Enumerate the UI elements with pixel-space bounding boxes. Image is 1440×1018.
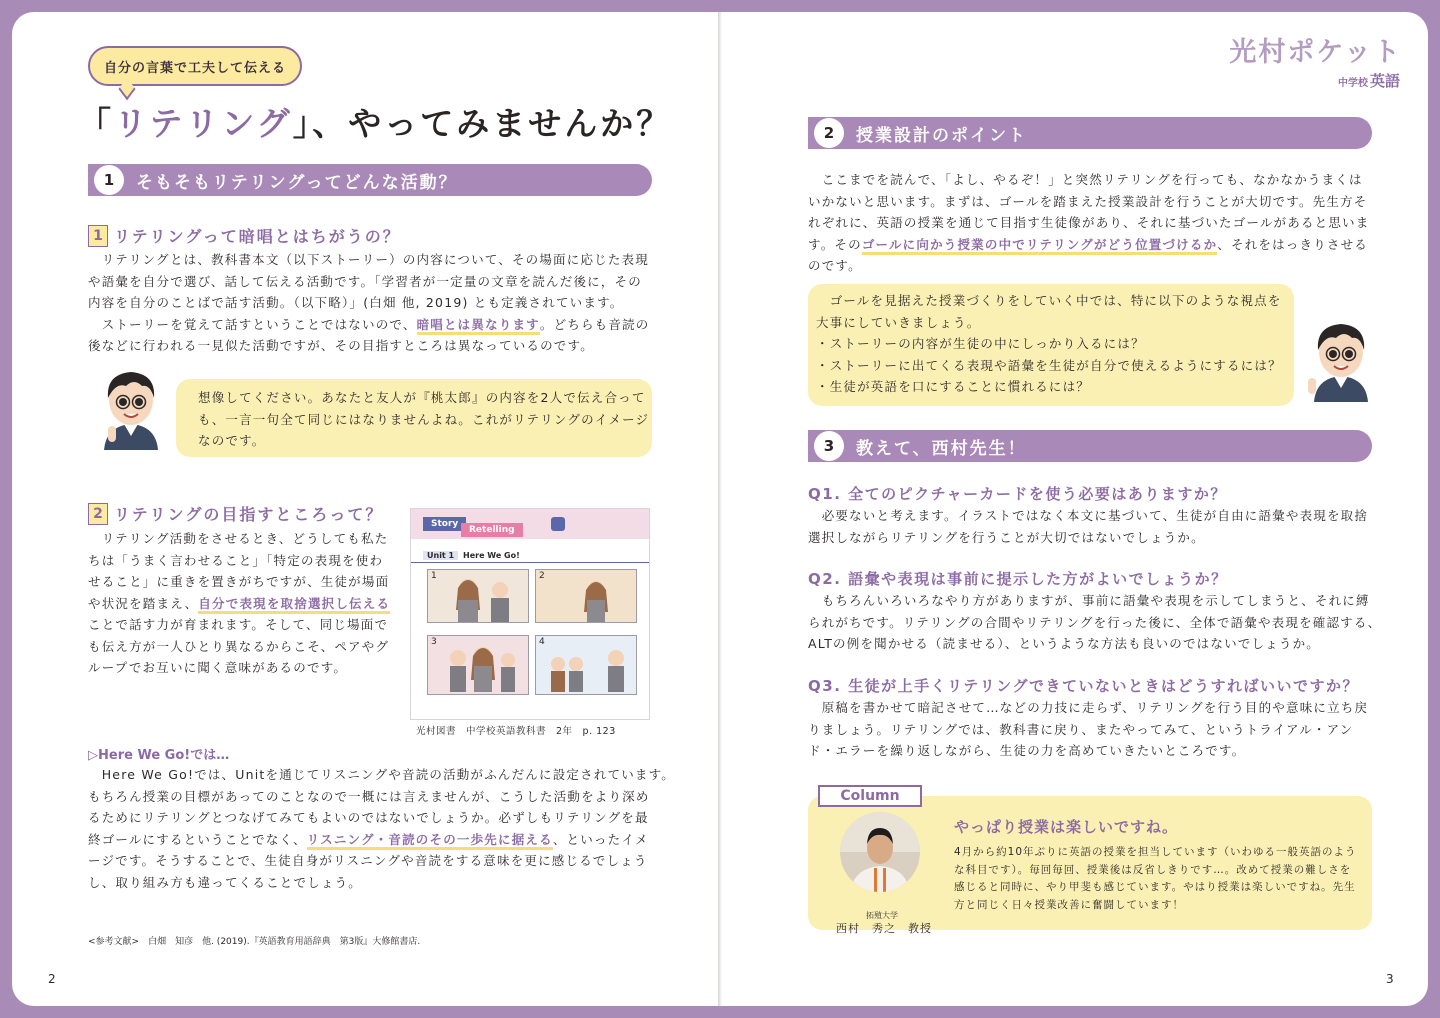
answer-1 — [808, 505, 1368, 548]
column-title: やっぱり授業は楽しいですね。 — [954, 818, 1179, 836]
right-page — [722, 12, 1428, 1006]
teacher-avatar-icon — [1306, 316, 1376, 402]
question-1: Q1. 全てのピクチャーカードを使う必要はありますか？ — [808, 485, 1227, 503]
text-line: 感じると同時に、やり甲斐も感じています。やはり授業は楽しいですね。先生 — [954, 881, 1356, 893]
highlight-text: リスニング・音読のその一歩先に据える — [307, 832, 553, 850]
text-line: ループでお互いに聞く意味があるのです。 — [88, 660, 348, 675]
text-line: もちろん授業の目標があってのことなので一概には言えませんが、こうした活動をより深め — [88, 788, 650, 804]
text-line: 原稿を書かせて暗記させて…などの力技に走らず、リテリングを行う目的や意味に立ち戻 — [808, 700, 1369, 715]
section-number: 2 — [814, 118, 844, 148]
text-line: Here We Go!では、Unitを通じてリスニングや音読の活動がふんだんに設定されています。 — [88, 767, 676, 782]
page-number: 2 — [48, 972, 56, 986]
paragraph-sub2 — [88, 528, 390, 679]
subheading-label: リテリングって暗唱とはちがうの？ — [114, 227, 401, 246]
text-line: す。そのゴールに向かう授業の中でリテリングがどう位置づけるか、それをはっきりさせる — [808, 234, 1369, 256]
section-heading-3 — [808, 430, 1372, 462]
text-line: 終ゴールにするということでなく、リスニング・音読のその一歩先に据える、といったイメ — [88, 829, 675, 851]
text-line: りましょう。リテリングでは、教科書に戻り、またやってみて、というトライアル・アン — [808, 721, 1354, 737]
answer-2 — [808, 590, 1381, 655]
text-line: ・ストーリーに出てくる表現や語彙を生徒が自分で使えるようにするには？ — [816, 357, 1282, 373]
picture-panel-2: 2 — [535, 569, 637, 623]
section-heading-2 — [808, 117, 1372, 149]
text-line: 想像してください。あなたと友人が『桃太郎』の内容を2人で伝え合って — [198, 390, 646, 405]
text-line: も伝え方が一人ひとり異なるからこそ、ペアやグ — [88, 638, 390, 654]
highlight-text: 自分で表現を取捨選択し伝える — [198, 596, 390, 614]
subheading-number: 1 — [88, 225, 108, 247]
paragraph-sub1 — [88, 249, 649, 357]
highlight-text: 暗唱とは異なります — [417, 317, 540, 335]
text-line: や語彙を自分で選び、話して伝える活動です。「学習者が一定量の文章を読んだ後に，その — [88, 273, 642, 289]
page-number: 3 — [1386, 972, 1394, 986]
text-line: のです。 — [808, 258, 862, 273]
text-line: られがちです。リテリングの合間やリテリングを行った後に、全体で語彙や表現を確認する、 — [808, 614, 1382, 630]
subheading-1 — [88, 224, 401, 247]
teacher-avatar-icon — [96, 364, 166, 450]
text-line: ゴールを見据えた授業づくりをしていく中では、特に以下のような視点を — [816, 293, 1282, 308]
paragraph-hwg — [88, 764, 675, 893]
subheading-2 — [88, 502, 383, 525]
section-number: 1 — [94, 165, 124, 195]
author-name: 西村 秀之 教授 — [836, 922, 932, 935]
question-2: Q2. 語彙や表現は事前に提示した方がよいでしょうか？ — [808, 570, 1228, 588]
text-line: 後などに行われる一見似た活動ですが、その目指すところは異なっているのです。 — [88, 338, 594, 353]
highlight-text: ゴールに向かう授業の中でリテリングがどう位置づけるか — [862, 237, 1217, 255]
speech-bubble — [176, 379, 652, 457]
text-line: なのです。 — [198, 433, 266, 448]
column-tag: Column — [818, 785, 922, 807]
brand-subtitle: 中学校 英語 — [1337, 72, 1400, 90]
text-line: れぞれに、英語の授業を通じて目指す生徒像があり、それに基づいたゴールがあると思いま — [808, 215, 1370, 230]
topic-tag: 自分の言葉で工夫して伝える — [88, 46, 302, 86]
unit-label: Unit 1 — [423, 551, 458, 560]
text-line: 方と同じく日々授業改善に奮闘しています！ — [954, 898, 1184, 911]
subheading-number: 2 — [88, 503, 108, 525]
text-line: ここまでを読んで、「よし、やるぞ！」と突然リテリングを行っても、なかなかうまくは — [808, 172, 1363, 187]
column-box — [808, 796, 1372, 935]
text-line: るためにリテリングとつなげてみてもよいのではないでしょうか。必ずしもリテリングを最 — [88, 810, 649, 825]
author-photo — [840, 812, 920, 892]
question-3: Q3. 生徒が上手くリテリングできていないときはどうすればいいですか？ — [808, 677, 1360, 695]
section-label: 教えて、西村先生！ — [856, 438, 1027, 459]
text-line: せること」に重きを置きがちですが、生徒が場面 — [88, 574, 390, 589]
answer-3 — [808, 697, 1368, 762]
text-line: 必要ないと考えます。イラストではなく本文に基づいて、生徒が自由に語彙や表現を取捨 — [808, 508, 1369, 523]
text-line: リテリング活動をさせるとき、どうしても私た — [88, 531, 389, 546]
text-line: ことで話す力が育まれます。そして、同じ場面で — [88, 617, 389, 632]
picture-panel-1: 1 — [427, 569, 529, 623]
text-line: リテリングとは、教科書本文（以下ストーリー）の内容について、その場面に応じた表現 — [88, 252, 649, 267]
text-line: も、一言一句全て同じにはなりませんよね。これがリテリングのイメージ — [198, 411, 650, 427]
text-line: 内容を自分のことばで話す活動。（以下略）」(白畑 他, 2019) とも定義されています。 — [88, 295, 624, 310]
text-line: し、取り組み方も違ってくることでしょう。 — [88, 874, 363, 890]
unit-title: Here We Go! — [463, 551, 520, 560]
text-line: ちは「うまく言わせること」「特定の表現を使わ — [88, 552, 384, 568]
text-line: や状況を踏まえ、自分で表現を取捨選択し伝える — [88, 593, 390, 615]
speech-bubble — [808, 284, 1294, 406]
text-line: ALTの例を聞かせる（読ませる）、というような方法も良いのではないでしょうか。 — [808, 636, 1320, 651]
author-affiliation: 拓殖大学 — [866, 911, 898, 920]
page-title: 「リテリング」、やってみませんか？ — [78, 104, 673, 143]
text-line: もちろんいろいろなやり方がありますが、事前に語彙や表現を示してしまうと、それに縛 — [808, 593, 1370, 608]
subheading-label: リテリングの目指すところって？ — [114, 505, 384, 524]
paragraph-section2 — [808, 169, 1369, 277]
text-line: ド・エラーを繰り返しながら、生徒の力を高めていきたいところです。 — [808, 743, 1246, 758]
retelling-tab: Retelling — [461, 523, 523, 537]
reference-note: <参考文献> 白畑 知彦 他. (2019).『英語教育用語辞典 第3版』大修館書店. — [88, 937, 421, 947]
column-body — [954, 844, 1357, 914]
section-label: そもそもリテリングってどんな活動？ — [136, 172, 458, 193]
story-tab: Story — [423, 517, 466, 531]
section-label: 授業設計のポイント — [856, 125, 1027, 146]
text-line: 大事にしていきましょう。 — [816, 314, 981, 330]
text-line: ・生徒が英語を口にすることに慣れるには？ — [816, 379, 1091, 394]
picture-panel-4: 4 — [535, 635, 637, 695]
text-line: ストーリーを覚えて話すということではないので、暗唱とは異なります。どちらも音読の — [88, 314, 649, 336]
left-page — [12, 12, 718, 1006]
figure-caption: 光村図書 中学校英語教科書 2年 p. 123 — [416, 726, 616, 737]
picture-panel-3: 3 — [427, 635, 529, 695]
hwg-heading: ▷Here We Go!では… — [88, 748, 230, 763]
text-line: ージです。そうすることで、生徒自身がリスニングや音読をする意味を更に感じるでしょう — [88, 853, 648, 868]
text-line: いかないと思います。まずは、ゴールを踏まえた授業設計を行うことが大切です。先生方そ — [808, 193, 1368, 209]
text-line: ・ストーリーの内容が生徒の中にしっかり入るには？ — [816, 336, 1145, 351]
text-line: な科目です）。毎回毎回、授業後は反省しきりです…。改めて授業の難しさを — [954, 863, 1352, 876]
audio-icon — [551, 517, 565, 531]
text-line: 4月から約10年ぶりに英語の授業を担当しています（いわゆる一般英語のよう — [954, 846, 1357, 858]
section-heading-1 — [88, 164, 652, 196]
textbook-figure — [410, 508, 650, 720]
section-number: 3 — [814, 431, 844, 461]
text-line: 選択しながらリテリングを行うことが大切ではないでしょうか。 — [808, 529, 1205, 545]
brand-logo: 光村ポケット — [1229, 37, 1402, 68]
